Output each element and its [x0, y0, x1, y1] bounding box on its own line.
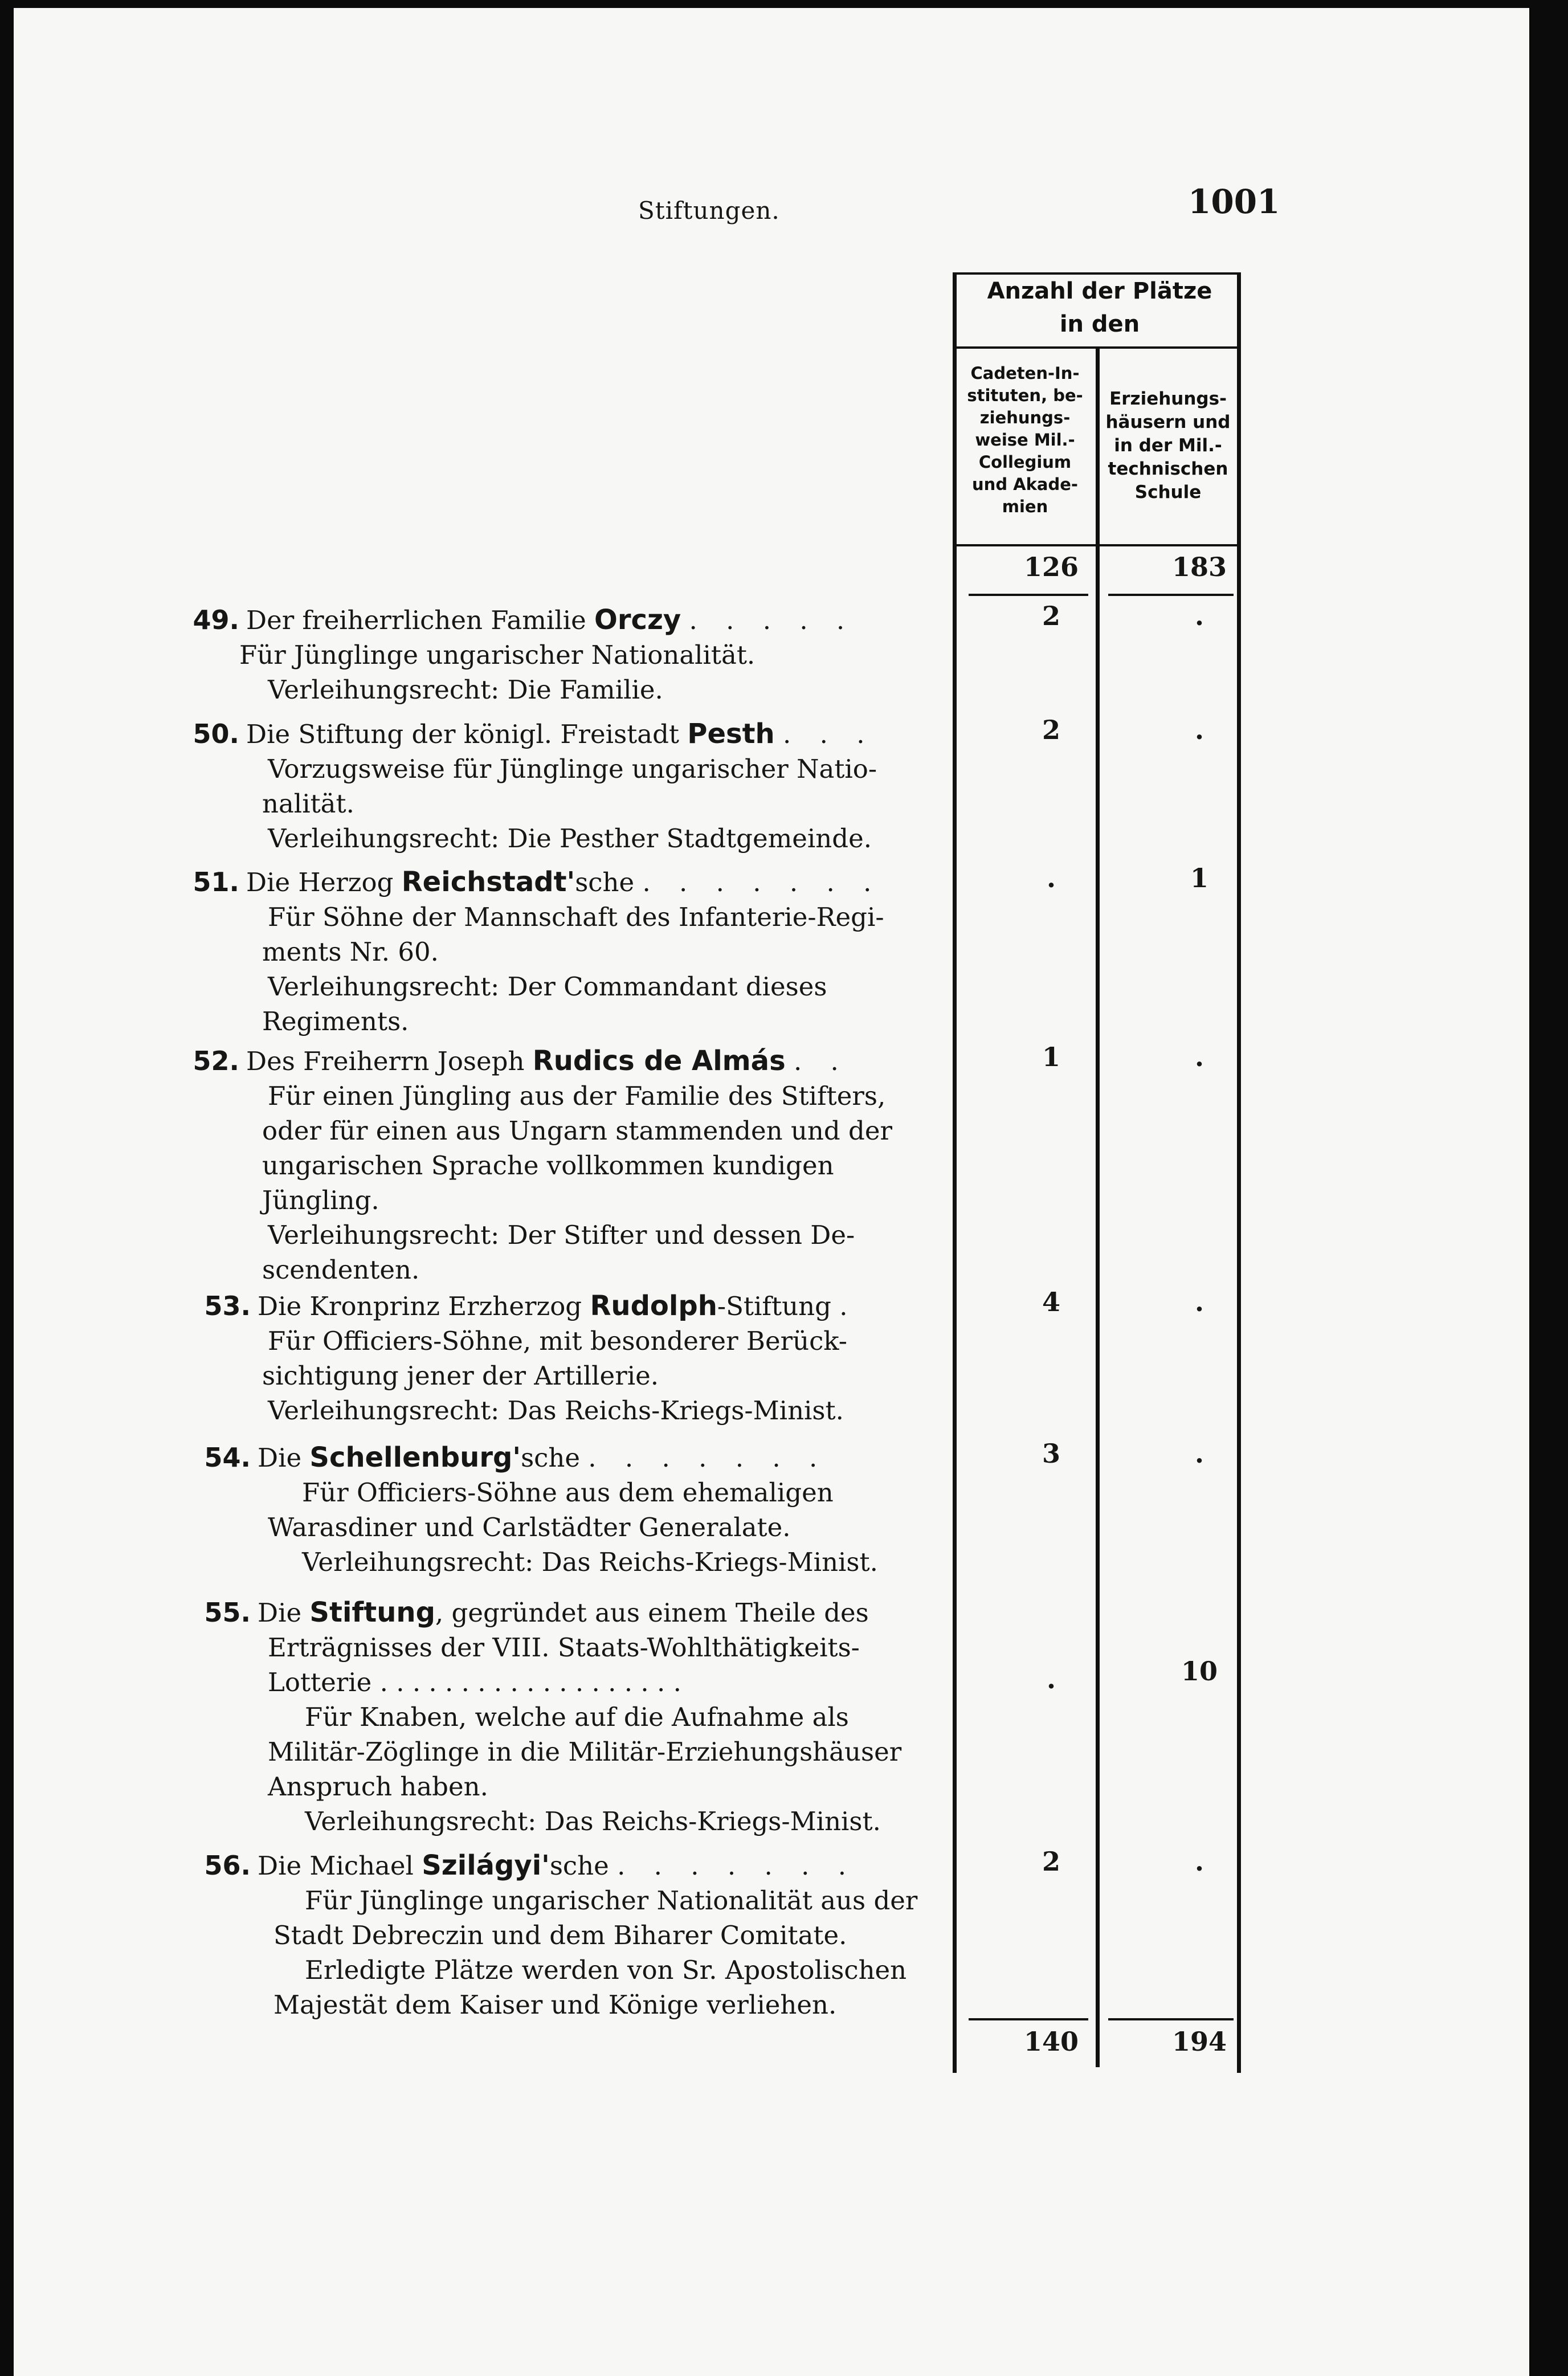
- entry-49-col1: 2: [1042, 601, 1060, 631]
- entry-title: Die Michael: [258, 1851, 414, 1881]
- entry-number: 52.: [193, 1046, 239, 1076]
- entry-number: 51.: [193, 867, 239, 897]
- carry-over-col1: 126: [1023, 552, 1079, 582]
- leader-dots: . . . . . . .: [642, 867, 882, 897]
- entry-56-col2: .: [1194, 1846, 1204, 1877]
- column-header-rule: [953, 544, 1241, 546]
- entry-name: Pesth: [687, 718, 775, 750]
- entry-name: Rudolph: [590, 1290, 717, 1322]
- entry-number: 53.: [204, 1291, 251, 1321]
- entry-text: Für Officiers-Söhne, mit besonderer Berück-: [268, 1326, 847, 1356]
- entry-name: Szilágyi': [422, 1850, 550, 1881]
- entry-50-col1: 2: [1042, 715, 1060, 745]
- total-rule-col1: [969, 2018, 1088, 2020]
- entry-text: ments Nr. 60.: [262, 937, 439, 967]
- entry-54-col2: .: [1194, 1438, 1204, 1469]
- entry-name: Stiftung: [309, 1597, 435, 1628]
- entry-54: [171, 1440, 969, 1579]
- column-header-education-houses: [1101, 387, 1235, 504]
- entry-text: Für Officiers-Söhne aus dem ehemaligen: [302, 1477, 834, 1508]
- entry-51: [171, 865, 969, 1039]
- entry-text: Majestät dem Kaiser und Könige verliehen.: [273, 1990, 837, 2020]
- col1-header-line: Collegium: [978, 452, 1072, 472]
- entry-name: Schellenburg': [309, 1442, 521, 1473]
- group-header-rule: [953, 346, 1241, 349]
- total-col2: 194: [1171, 2026, 1227, 2057]
- entry-53-col2: .: [1194, 1287, 1204, 1317]
- leader-dots: . . . . . . .: [588, 1443, 828, 1473]
- entry-text: Vorzugsweise für Jünglinge ungarischer Natio-: [268, 754, 877, 784]
- entry-text: Verleihungsrecht: Die Familie.: [268, 675, 663, 705]
- entry-text: scendenten.: [262, 1255, 420, 1285]
- col2-header-line: häusern und: [1105, 412, 1231, 432]
- entry-text: Stadt Debreczin und dem Biharer Comitate.: [273, 1920, 847, 1950]
- entry-text: Erträgnisses der VIII. Staats-Wohlthätigkeits-: [268, 1632, 860, 1663]
- entry-text: Verleihungsrecht: Der Commandant dieses: [268, 971, 827, 1002]
- group-header-line-2: in den: [1059, 311, 1140, 337]
- entry-55: [171, 1595, 969, 1839]
- entry-53-col1: 4: [1042, 1287, 1060, 1317]
- col2-header-line: Schule: [1134, 482, 1202, 503]
- entry-text: Lotterie . . . . . . . . . . . . . . . . . . .: [268, 1667, 681, 1697]
- entry-number: 50.: [193, 718, 239, 749]
- col2-header-line: technischen: [1108, 459, 1228, 479]
- entry-number: 49.: [193, 605, 239, 635]
- col2-header-line: in der Mil.-: [1114, 435, 1222, 456]
- entry-text: sichtigung jener der Artillerie.: [262, 1361, 659, 1391]
- entry-text: Für Jünglinge ungarischer Nationalität aus der: [305, 1885, 918, 1916]
- entry-text: ungarischen Sprache vollkommen kundigen: [262, 1150, 834, 1181]
- entry-text: Für Knaben, welche auf die Aufnahme als: [305, 1702, 849, 1732]
- entry-name: Rudics de Almás: [532, 1045, 786, 1077]
- entry-title-suffix: sche: [575, 867, 635, 897]
- carry-rule-col2: [1108, 594, 1234, 596]
- total-rule-col2: [1108, 2018, 1234, 2020]
- entry-51-col2: 1: [1190, 863, 1208, 893]
- entry-text: Warasdiner und Carlstädter Generalate.: [268, 1512, 791, 1542]
- entry-56-col1: 2: [1042, 1846, 1060, 1877]
- entry-49-col2: .: [1194, 601, 1204, 631]
- entry-text: Erledigte Plätze werden von Sr. Apostolischen: [305, 1955, 907, 1985]
- entry-50-col2: .: [1194, 715, 1204, 745]
- entry-title-suffix: sche: [549, 1851, 609, 1881]
- leader-dots: . . . . . . .: [617, 1851, 857, 1881]
- column-header-cadet-institutes: [955, 362, 1095, 518]
- entry-title-suffix: , gegründet aus einem Theile des: [435, 1598, 869, 1628]
- col1-header-line: mien: [1002, 497, 1048, 516]
- entry-name: Reichstadt': [401, 866, 575, 898]
- total-col1: 140: [1023, 2026, 1079, 2057]
- entry-text: Für Jünglinge ungarischer Nationalität.: [239, 640, 756, 670]
- entry-text: Regiments.: [262, 1006, 409, 1036]
- entry-title-suffix: sche: [521, 1443, 580, 1473]
- entry-52-col2: .: [1194, 1042, 1204, 1072]
- entry-text: Militär-Zöglinge in die Militär-Erziehungshäuser: [268, 1737, 902, 1767]
- leader-dots: . . . . .: [689, 605, 855, 635]
- entry-title: Die Kronprinz Erzherzog: [258, 1291, 582, 1321]
- entry-title: Die Herzog: [246, 867, 394, 897]
- entry-55-col2: 10: [1181, 1656, 1218, 1687]
- col1-header-line: weise Mil.-: [975, 430, 1075, 450]
- entry-text: Verleihungsrecht: Das Reichs-Kriegs-Minist.: [268, 1395, 844, 1426]
- entry-name: Orczy: [594, 604, 681, 636]
- running-head: Stiftungen.: [638, 197, 780, 224]
- entry-52-col1: 1: [1042, 1042, 1060, 1072]
- entry-text: oder für einen aus Ungarn stammenden und der: [262, 1116, 892, 1146]
- leader-dots: .: [839, 1291, 858, 1321]
- entry-53: [171, 1289, 969, 1428]
- entry-text: Verleihungsrecht: Das Reichs-Kriegs-Minist.: [302, 1547, 878, 1577]
- entry-title: Der freiherrlichen Familie: [246, 605, 586, 635]
- entry-text: Für Söhne der Mannschaft des Infanterie-Regi-: [268, 902, 884, 932]
- entry-text: Verleihungsrecht: Die Pesther Stadtgemeinde.: [268, 823, 872, 854]
- entry-text: Verleihungsrecht: Das Reichs-Kriegs-Minist.: [305, 1806, 881, 1836]
- entry-49: [171, 603, 969, 707]
- entry-52: [171, 1044, 969, 1287]
- entry-50: [171, 717, 969, 856]
- leader-dots: . . .: [783, 719, 875, 749]
- entry-55-col1: .: [1046, 1664, 1056, 1695]
- col2-header-line: Erziehungs-: [1109, 389, 1227, 409]
- table-group-header: [957, 275, 1242, 341]
- entry-text: Jüngling.: [262, 1185, 379, 1215]
- col1-header-line: stituten, be-: [967, 386, 1083, 405]
- entry-54-col1: 3: [1042, 1438, 1060, 1469]
- entry-title: Die: [258, 1598, 302, 1628]
- col1-header-line: ziehungs-: [979, 408, 1071, 427]
- group-header-line-1: Anzahl der Plätze: [987, 278, 1212, 304]
- entry-text: Anspruch haben.: [268, 1771, 488, 1802]
- col1-header-line: Cadeten-In-: [970, 364, 1080, 383]
- entry-number: 54.: [204, 1442, 251, 1473]
- entry-title: Die Stiftung der königl. Freistadt: [246, 719, 679, 749]
- entry-56: [171, 1848, 969, 2022]
- page-number: 1001: [1188, 182, 1280, 221]
- leader-dots: . .: [793, 1046, 849, 1076]
- entry-title: Die: [258, 1443, 302, 1473]
- table-right-rule: [1237, 272, 1241, 2073]
- col1-header-line: und Akade-: [972, 475, 1078, 494]
- entry-text: Für einen Jüngling aus der Familie des Stifters,: [268, 1081, 886, 1111]
- entry-text: Verleihungsrecht: Der Stifter und dessen De-: [268, 1220, 855, 1250]
- entry-title-suffix: -Stiftung: [717, 1291, 831, 1321]
- entry-title: Des Freiherrn Joseph: [246, 1046, 525, 1076]
- entry-number: 56.: [204, 1850, 251, 1881]
- entry-text: nalität.: [262, 789, 354, 819]
- carry-over-col2: 183: [1171, 552, 1227, 582]
- entry-51-col1: .: [1046, 863, 1056, 893]
- entry-number: 55.: [204, 1597, 251, 1628]
- carry-rule-col1: [969, 594, 1088, 596]
